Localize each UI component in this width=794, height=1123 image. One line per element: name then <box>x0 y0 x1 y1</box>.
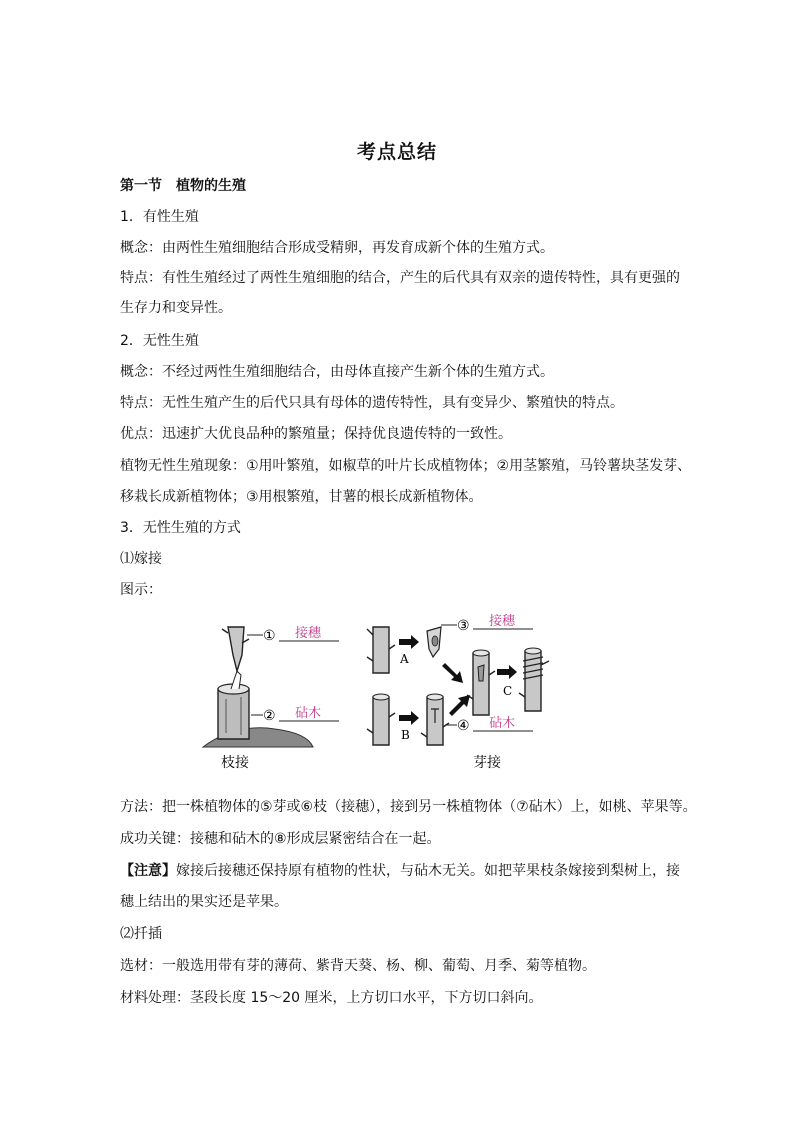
arrow-down-right <box>442 663 463 683</box>
label-4-text: 砧木 <box>489 716 516 731</box>
sexual-concept: 概念：由两性生殖细胞结合形成受精卵，再发育成新个体的生殖方式。 <box>120 240 554 256</box>
asexual-phenomena-line1: 植物无性生殖现象：①用叶繁殖，如椒草的叶片长成植物体；②用茎繁殖，马铃薯块茎发芽、 <box>120 458 692 474</box>
sexual-feature-line1: 特点：有性生殖经过了两性生殖细胞的结合，产生的后代具有双亲的遗传特性，具有更强的 <box>120 270 680 286</box>
scion-twig <box>228 627 244 671</box>
note-tag: 【注意】 <box>120 863 176 879</box>
section-heading: 第一节 植物的生殖 <box>120 178 246 194</box>
arrow-a <box>399 635 419 649</box>
caption-bud-grafting: 芽接 <box>473 755 501 771</box>
asexual-advantage: 优点：迅速扩大优良品种的繁殖量；保持优良遗传特的一致性。 <box>120 426 512 442</box>
scion-branch-top <box>373 627 389 673</box>
arrow-up-right <box>449 695 470 716</box>
rootstock-branch-bottom <box>373 697 389 745</box>
cutting-material: 选材：一般选用带有芽的薄荷、紫背天葵、杨、柳、葡萄、月季、菊等植物。 <box>120 958 596 974</box>
label-3-text: 接穗 <box>489 614 516 629</box>
grafting-diagram <box>195 605 575 775</box>
cutting-processing: 材料处理：茎段长度 15～20 厘米，上方切口水平，下方切口斜向。 <box>120 990 543 1006</box>
label-4-number: ④ <box>457 718 470 734</box>
label-3-number: ③ <box>457 618 470 634</box>
grafted-stock-middle <box>473 653 489 715</box>
asexual-feature: 特点：无性生殖产生的后代只具有母体的遗传特性，具有变异少、繁殖快的特点。 <box>120 395 624 411</box>
asexual-heading: 2．无性生殖 <box>120 333 199 349</box>
grafting-note-line2: 穗上结出的果实还是苹果。 <box>120 894 288 910</box>
label-1-number: ① <box>263 628 276 644</box>
sexual-heading: 1．有性生殖 <box>120 209 199 225</box>
asexual-phenomena-line2: 移栽长成新植物体；③用根繁殖，甘薯的根长成新植物体。 <box>120 489 483 505</box>
caption-branch-grafting: 枝接 <box>221 755 249 771</box>
arrow-c-label: C <box>503 684 513 698</box>
rootstock-stump <box>218 689 249 739</box>
arrow-a-label: A <box>400 652 409 666</box>
methods-heading: 3．无性生殖的方式 <box>120 520 241 536</box>
grafting-method: 方法：把一株植物体的⑤芽或⑥枝（接穗），接到另一株植物体（⑦砧木）上，如桃、苹果等。 <box>120 799 697 815</box>
label-1-text: 接穗 <box>295 626 322 641</box>
grafting-key: 成功关键：接穗和砧木的⑧形成层紧密结合在一起。 <box>120 831 441 847</box>
label-2-text: 砧木 <box>295 706 322 721</box>
page-title: 考点总结 <box>356 141 437 163</box>
asexual-concept: 概念：不经过两性生殖细胞结合，由母体直接产生新个体的生殖方式。 <box>120 364 554 380</box>
cutting-heading: ⑵扦插 <box>120 926 162 942</box>
arrow-b <box>399 711 419 725</box>
sexual-feature-line2: 生存力和变异性。 <box>120 300 232 316</box>
arrow-b-label: B <box>401 728 410 742</box>
figure-label: 图示： <box>120 582 162 598</box>
grafting-figure <box>195 605 575 775</box>
grafting-heading: ⑴嫁接 <box>120 551 162 567</box>
label-2-number: ② <box>263 708 276 724</box>
note-text: 嫁接后接穗还保持原有植物的性状，与砧木无关。如把苹果枝条嫁接到梨树上，接 <box>176 863 680 879</box>
arrow-c <box>497 665 517 679</box>
grafting-note-line1 <box>120 861 680 881</box>
